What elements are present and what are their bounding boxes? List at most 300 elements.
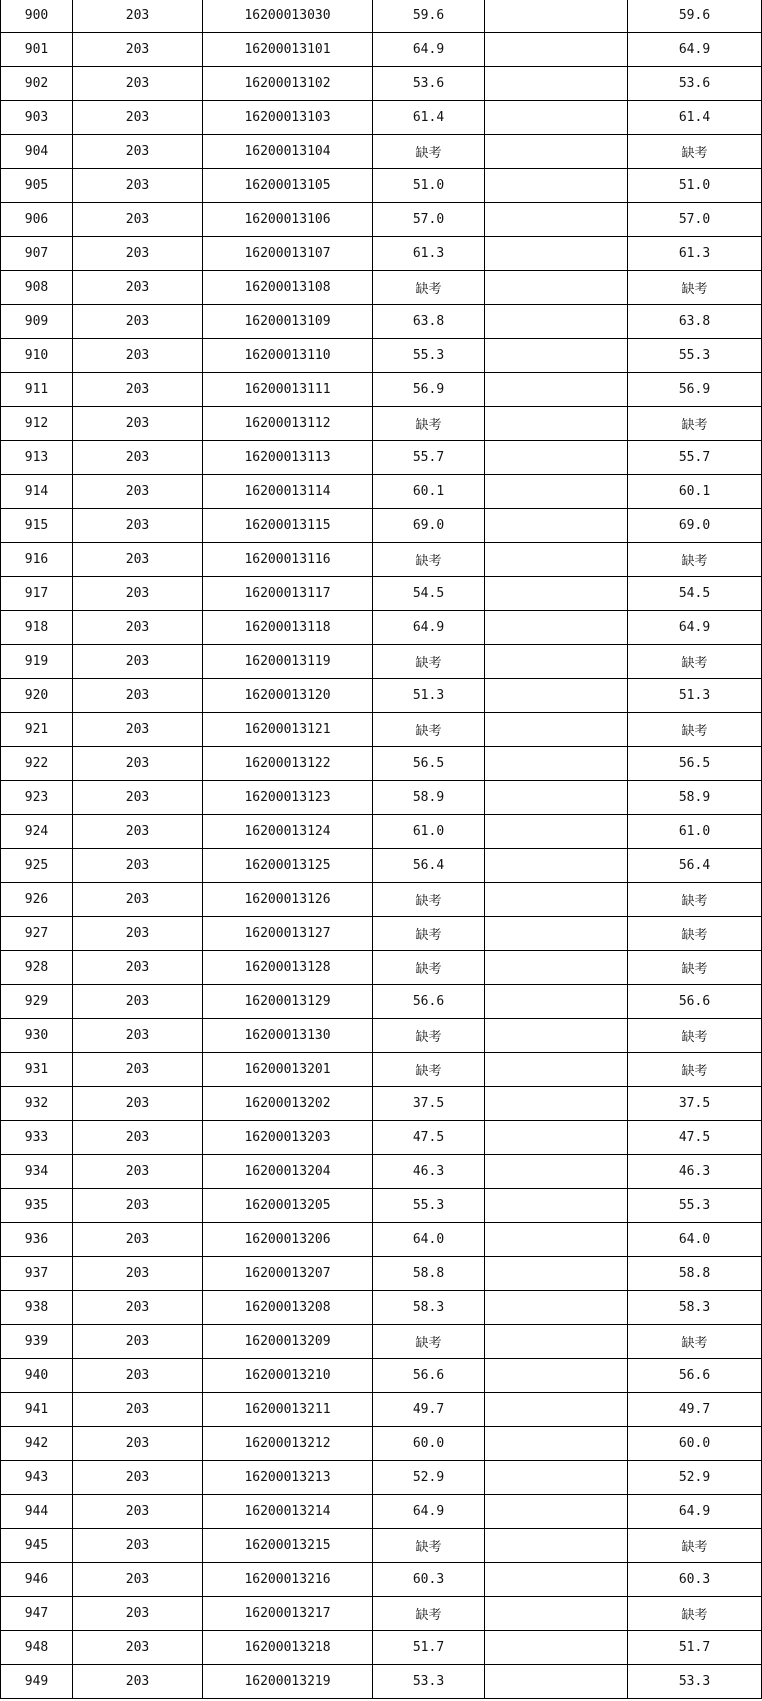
cell-written-score: 52.9 [373,1461,485,1495]
cell-exam-id: 16200013125 [203,849,373,883]
cell-seq: 948 [1,1631,73,1665]
cell-exam-id: 16200013203 [203,1121,373,1155]
cell-room: 203 [73,1189,203,1223]
cell-exam-id: 16200013030 [203,0,373,33]
cell-total-score: 缺考 [628,917,762,951]
cell-written-score: 56.4 [373,849,485,883]
cell-room: 203 [73,1155,203,1189]
table-row [1,747,762,781]
cell-seq: 920 [1,679,73,713]
table-row [1,339,762,373]
cell-seq: 916 [1,543,73,577]
cell-total-score: 54.5 [628,577,762,611]
cell-exam-id: 16200013201 [203,1053,373,1087]
cell-exam-id: 16200013111 [203,373,373,407]
cell-total-score: 缺考 [628,543,762,577]
table-row [1,271,762,305]
cell-total-score: 56.5 [628,747,762,781]
cell-exam-id: 16200013217 [203,1597,373,1631]
table-row [1,1631,762,1665]
cell-total-score: 69.0 [628,509,762,543]
cell-extra-score [485,1121,628,1155]
cell-extra-score [485,781,628,815]
cell-written-score: 缺考 [373,1529,485,1563]
cell-exam-id: 16200013216 [203,1563,373,1597]
cell-exam-id: 16200013211 [203,1393,373,1427]
cell-seq: 937 [1,1257,73,1291]
cell-room: 203 [73,1121,203,1155]
cell-extra-score [485,1393,628,1427]
cell-total-score: 49.7 [628,1393,762,1427]
cell-exam-id: 16200013215 [203,1529,373,1563]
table-row [1,1087,762,1121]
table-row [1,203,762,237]
cell-total-score: 53.3 [628,1665,762,1699]
cell-extra-score [485,1257,628,1291]
table-row [1,1325,762,1359]
cell-room: 203 [73,407,203,441]
cell-exam-id: 16200013128 [203,951,373,985]
cell-extra-score [485,305,628,339]
cell-written-score: 缺考 [373,1053,485,1087]
cell-exam-id: 16200013120 [203,679,373,713]
table-row [1,1291,762,1325]
cell-room: 203 [73,1597,203,1631]
cell-room: 203 [73,67,203,101]
cell-exam-id: 16200013219 [203,1665,373,1699]
cell-written-score: 56.6 [373,1359,485,1393]
table-row [1,441,762,475]
cell-total-score: 53.6 [628,67,762,101]
cell-seq: 934 [1,1155,73,1189]
table-row [1,373,762,407]
cell-exam-id: 16200013109 [203,305,373,339]
cell-exam-id: 16200013105 [203,169,373,203]
cell-total-score: 缺考 [628,1597,762,1631]
table-row [1,67,762,101]
cell-seq: 943 [1,1461,73,1495]
cell-seq: 930 [1,1019,73,1053]
cell-extra-score [485,203,628,237]
cell-written-score: 缺考 [373,135,485,169]
cell-extra-score [485,1189,628,1223]
cell-room: 203 [73,1631,203,1665]
cell-extra-score [485,1325,628,1359]
cell-exam-id: 16200013106 [203,203,373,237]
cell-total-score: 58.8 [628,1257,762,1291]
cell-extra-score [485,611,628,645]
cell-extra-score [485,815,628,849]
cell-room: 203 [73,203,203,237]
cell-room: 203 [73,1427,203,1461]
cell-total-score: 51.7 [628,1631,762,1665]
score-table-body [1,0,762,1699]
cell-exam-id: 16200013115 [203,509,373,543]
table-row [1,645,762,679]
cell-total-score: 58.3 [628,1291,762,1325]
cell-room: 203 [73,1019,203,1053]
cell-extra-score [485,1631,628,1665]
cell-extra-score [485,135,628,169]
cell-seq: 949 [1,1665,73,1699]
cell-written-score: 51.7 [373,1631,485,1665]
cell-extra-score [485,33,628,67]
cell-exam-id: 16200013104 [203,135,373,169]
cell-extra-score [485,1019,628,1053]
cell-written-score: 缺考 [373,917,485,951]
table-row [1,305,762,339]
cell-total-score: 缺考 [628,645,762,679]
cell-seq: 924 [1,815,73,849]
cell-total-score: 56.6 [628,1359,762,1393]
cell-extra-score [485,917,628,951]
cell-extra-score [485,1597,628,1631]
cell-total-score: 缺考 [628,1019,762,1053]
cell-extra-score [485,679,628,713]
cell-extra-score [485,169,628,203]
cell-seq: 919 [1,645,73,679]
cell-seq: 914 [1,475,73,509]
cell-room: 203 [73,169,203,203]
table-row [1,0,762,33]
cell-room: 203 [73,1291,203,1325]
cell-room: 203 [73,1529,203,1563]
cell-exam-id: 16200013108 [203,271,373,305]
cell-written-score: 缺考 [373,883,485,917]
cell-seq: 901 [1,33,73,67]
cell-extra-score [485,475,628,509]
cell-room: 203 [73,305,203,339]
cell-extra-score [485,67,628,101]
table-row [1,577,762,611]
cell-exam-id: 16200013206 [203,1223,373,1257]
cell-seq: 940 [1,1359,73,1393]
cell-seq: 928 [1,951,73,985]
cell-room: 203 [73,1223,203,1257]
cell-written-score: 缺考 [373,951,485,985]
table-row [1,849,762,883]
cell-exam-id: 16200013213 [203,1461,373,1495]
cell-extra-score [485,883,628,917]
cell-exam-id: 16200013207 [203,1257,373,1291]
cell-seq: 927 [1,917,73,951]
cell-extra-score [485,1495,628,1529]
cell-total-score: 55.3 [628,339,762,373]
cell-seq: 947 [1,1597,73,1631]
cell-total-score: 缺考 [628,951,762,985]
cell-written-score: 47.5 [373,1121,485,1155]
cell-written-score: 缺考 [373,543,485,577]
cell-written-score: 59.6 [373,0,485,33]
cell-seq: 912 [1,407,73,441]
cell-exam-id: 16200013103 [203,101,373,135]
cell-seq: 932 [1,1087,73,1121]
cell-seq: 931 [1,1053,73,1087]
cell-exam-id: 16200013218 [203,1631,373,1665]
table-row [1,543,762,577]
cell-seq: 946 [1,1563,73,1597]
cell-exam-id: 16200013110 [203,339,373,373]
cell-extra-score [485,441,628,475]
cell-written-score: 56.6 [373,985,485,1019]
cell-room: 203 [73,509,203,543]
cell-room: 203 [73,475,203,509]
cell-written-score: 51.0 [373,169,485,203]
cell-seq: 905 [1,169,73,203]
cell-room: 203 [73,1359,203,1393]
cell-total-score: 59.6 [628,0,762,33]
cell-total-score: 63.8 [628,305,762,339]
cell-exam-id: 16200013118 [203,611,373,645]
cell-total-score: 64.9 [628,33,762,67]
table-row [1,33,762,67]
cell-exam-id: 16200013202 [203,1087,373,1121]
cell-extra-score [485,1461,628,1495]
cell-written-score: 61.3 [373,237,485,271]
cell-seq: 909 [1,305,73,339]
table-row [1,135,762,169]
cell-extra-score [485,373,628,407]
table-row [1,475,762,509]
cell-total-score: 56.4 [628,849,762,883]
cell-seq: 926 [1,883,73,917]
cell-exam-id: 16200013107 [203,237,373,271]
cell-total-score: 61.3 [628,237,762,271]
cell-extra-score [485,509,628,543]
cell-seq: 923 [1,781,73,815]
cell-seq: 908 [1,271,73,305]
cell-written-score: 46.3 [373,1155,485,1189]
cell-seq: 903 [1,101,73,135]
cell-written-score: 58.9 [373,781,485,815]
cell-room: 203 [73,951,203,985]
cell-room: 203 [73,373,203,407]
cell-seq: 910 [1,339,73,373]
cell-exam-id: 16200013114 [203,475,373,509]
cell-exam-id: 16200013121 [203,713,373,747]
cell-seq: 936 [1,1223,73,1257]
cell-exam-id: 16200013112 [203,407,373,441]
cell-room: 203 [73,1563,203,1597]
cell-seq: 902 [1,67,73,101]
cell-written-score: 55.3 [373,1189,485,1223]
cell-seq: 900 [1,0,73,33]
cell-total-score: 37.5 [628,1087,762,1121]
cell-extra-score [485,1223,628,1257]
table-row [1,1563,762,1597]
cell-exam-id: 16200013208 [203,1291,373,1325]
cell-exam-id: 16200013210 [203,1359,373,1393]
table-row [1,1495,762,1529]
cell-room: 203 [73,339,203,373]
cell-exam-id: 16200013102 [203,67,373,101]
cell-written-score: 54.5 [373,577,485,611]
cell-extra-score [485,577,628,611]
cell-seq: 907 [1,237,73,271]
cell-total-score: 缺考 [628,1325,762,1359]
cell-room: 203 [73,917,203,951]
cell-written-score: 56.5 [373,747,485,781]
table-row [1,1393,762,1427]
cell-extra-score [485,543,628,577]
cell-exam-id: 16200013116 [203,543,373,577]
cell-exam-id: 16200013119 [203,645,373,679]
cell-total-score: 缺考 [628,135,762,169]
cell-seq: 906 [1,203,73,237]
cell-seq: 917 [1,577,73,611]
cell-written-score: 55.7 [373,441,485,475]
cell-written-score: 49.7 [373,1393,485,1427]
cell-room: 203 [73,33,203,67]
cell-written-score: 64.9 [373,611,485,645]
cell-extra-score [485,1665,628,1699]
table-row [1,713,762,747]
cell-exam-id: 16200013130 [203,1019,373,1053]
cell-seq: 915 [1,509,73,543]
cell-seq: 938 [1,1291,73,1325]
cell-written-score: 缺考 [373,271,485,305]
cell-room: 203 [73,747,203,781]
cell-room: 203 [73,1053,203,1087]
cell-room: 203 [73,135,203,169]
cell-extra-score [485,1291,628,1325]
cell-seq: 911 [1,373,73,407]
cell-room: 203 [73,679,203,713]
cell-written-score: 缺考 [373,1325,485,1359]
cell-total-score: 56.9 [628,373,762,407]
cell-seq: 942 [1,1427,73,1461]
cell-extra-score [485,645,628,679]
cell-written-score: 60.0 [373,1427,485,1461]
cell-room: 203 [73,1087,203,1121]
cell-written-score: 53.6 [373,67,485,101]
cell-exam-id: 16200013214 [203,1495,373,1529]
cell-total-score: 57.0 [628,203,762,237]
cell-total-score: 51.0 [628,169,762,203]
table-row [1,169,762,203]
cell-exam-id: 16200013129 [203,985,373,1019]
table-row [1,1223,762,1257]
cell-extra-score [485,1087,628,1121]
cell-seq: 944 [1,1495,73,1529]
cell-seq: 925 [1,849,73,883]
cell-exam-id: 16200013126 [203,883,373,917]
cell-written-score: 缺考 [373,645,485,679]
table-row [1,1529,762,1563]
cell-room: 203 [73,1461,203,1495]
cell-total-score: 55.7 [628,441,762,475]
cell-total-score: 缺考 [628,1529,762,1563]
cell-room: 203 [73,1257,203,1291]
cell-extra-score [485,407,628,441]
cell-extra-score [485,747,628,781]
cell-seq: 941 [1,1393,73,1427]
cell-seq: 939 [1,1325,73,1359]
cell-written-score: 56.9 [373,373,485,407]
cell-exam-id: 16200013113 [203,441,373,475]
cell-written-score: 55.3 [373,339,485,373]
cell-written-score: 64.9 [373,1495,485,1529]
cell-written-score: 64.9 [373,33,485,67]
cell-seq: 904 [1,135,73,169]
cell-room: 203 [73,0,203,33]
cell-room: 203 [73,1665,203,1699]
cell-seq: 945 [1,1529,73,1563]
cell-total-score: 55.3 [628,1189,762,1223]
table-row [1,1597,762,1631]
cell-room: 203 [73,1495,203,1529]
cell-written-score: 58.3 [373,1291,485,1325]
cell-exam-id: 16200013123 [203,781,373,815]
table-row [1,407,762,441]
cell-room: 203 [73,815,203,849]
cell-total-score: 缺考 [628,271,762,305]
cell-total-score: 64.9 [628,611,762,645]
cell-written-score: 缺考 [373,407,485,441]
cell-seq: 935 [1,1189,73,1223]
cell-extra-score [485,0,628,33]
cell-extra-score [485,339,628,373]
cell-total-score: 46.3 [628,1155,762,1189]
table-row [1,1257,762,1291]
cell-exam-id: 16200013204 [203,1155,373,1189]
cell-written-score: 69.0 [373,509,485,543]
cell-exam-id: 16200013122 [203,747,373,781]
cell-seq: 913 [1,441,73,475]
table-row [1,985,762,1019]
table-row [1,815,762,849]
cell-written-score: 51.3 [373,679,485,713]
cell-room: 203 [73,101,203,135]
cell-total-score: 缺考 [628,713,762,747]
cell-exam-id: 16200013124 [203,815,373,849]
cell-exam-id: 16200013205 [203,1189,373,1223]
cell-exam-id: 16200013212 [203,1427,373,1461]
table-row [1,1189,762,1223]
cell-exam-id: 16200013101 [203,33,373,67]
table-row [1,1665,762,1699]
cell-extra-score [485,713,628,747]
cell-written-score: 缺考 [373,713,485,747]
cell-written-score: 63.8 [373,305,485,339]
cell-extra-score [485,1359,628,1393]
cell-room: 203 [73,645,203,679]
cell-room: 203 [73,611,203,645]
cell-room: 203 [73,781,203,815]
cell-written-score: 缺考 [373,1597,485,1631]
cell-room: 203 [73,1393,203,1427]
cell-total-score: 缺考 [628,1053,762,1087]
cell-written-score: 53.3 [373,1665,485,1699]
cell-written-score: 64.0 [373,1223,485,1257]
table-row [1,237,762,271]
table-row [1,611,762,645]
table-row [1,951,762,985]
cell-room: 203 [73,985,203,1019]
table-row [1,509,762,543]
cell-room: 203 [73,713,203,747]
cell-room: 203 [73,577,203,611]
cell-room: 203 [73,271,203,305]
cell-written-score: 61.0 [373,815,485,849]
cell-total-score: 47.5 [628,1121,762,1155]
cell-total-score: 61.4 [628,101,762,135]
cell-extra-score [485,1155,628,1189]
table-row [1,1155,762,1189]
cell-seq: 929 [1,985,73,1019]
cell-total-score: 52.9 [628,1461,762,1495]
cell-total-score: 60.1 [628,475,762,509]
